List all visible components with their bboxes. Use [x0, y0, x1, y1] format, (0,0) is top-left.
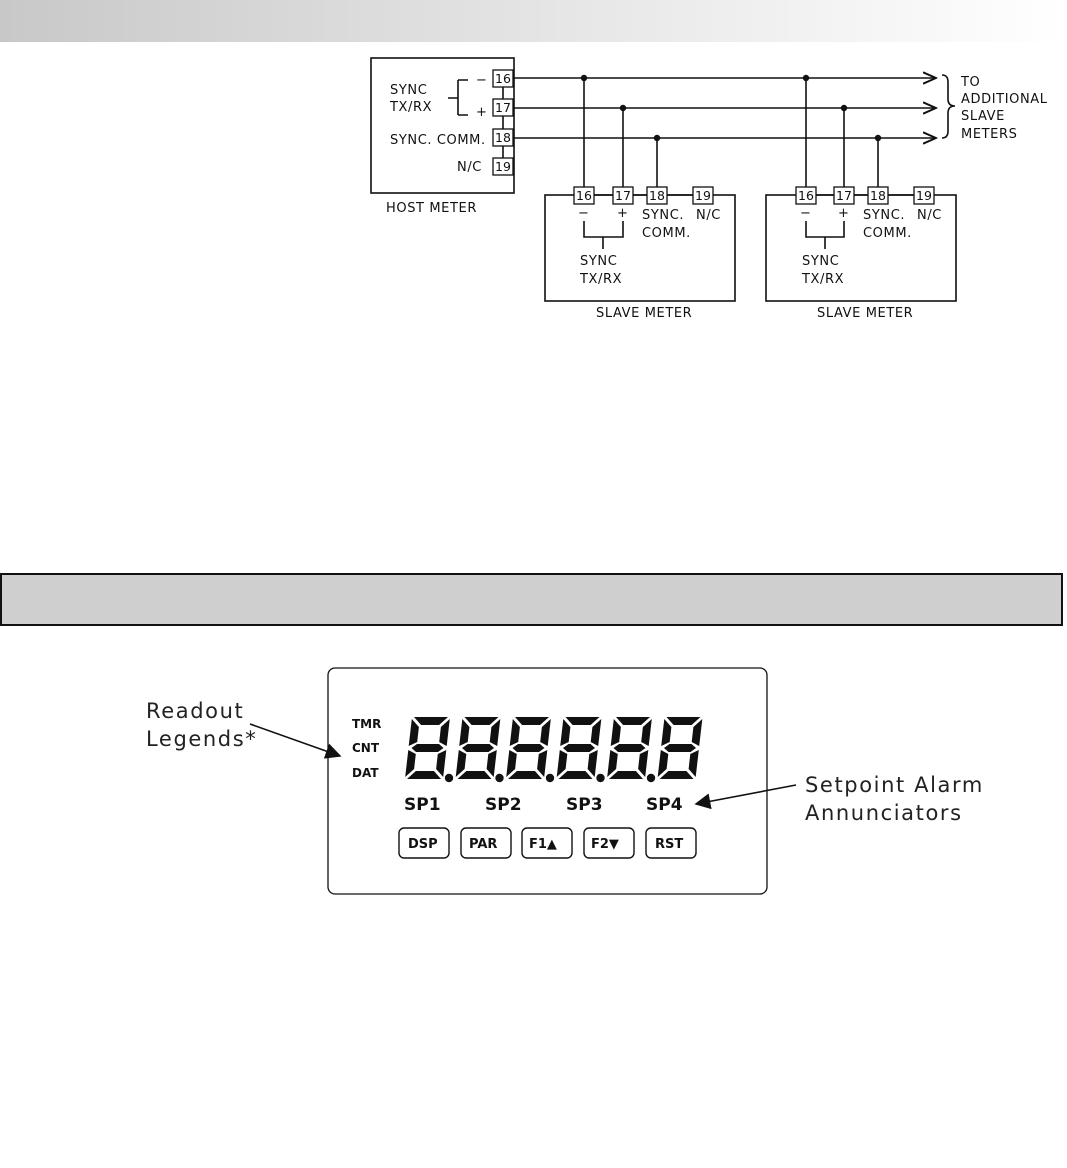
decimal-point	[647, 774, 655, 782]
annunciator-sp2: SP2	[485, 795, 522, 815]
f2-down-key-label: F2▼	[591, 837, 619, 852]
host-plus-sign: +	[476, 105, 488, 120]
slave2-nc-label: N/C	[917, 208, 942, 223]
additional-slave: SLAVE	[961, 109, 1005, 124]
segment-g	[513, 744, 545, 752]
host-terminal-17: 17	[495, 100, 511, 115]
slave2-plus: +	[838, 206, 850, 221]
additional-meters: METERS	[961, 127, 1018, 142]
host-sync-label: SYNC	[390, 83, 428, 98]
annunciator-sp4: SP4	[646, 795, 683, 815]
additional-additional: ADDITIONAL	[961, 92, 1048, 107]
dsp-key-label: DSP	[408, 837, 438, 852]
slave1-terminal-18: 18	[649, 188, 665, 203]
segment-g	[664, 744, 696, 752]
annunciator-sp1: SP1	[404, 795, 441, 815]
segment-g	[412, 744, 444, 752]
par-key[interactable]	[461, 828, 511, 858]
legend-tmr: TMR	[352, 717, 382, 731]
slave2-terminal-19: 19	[916, 188, 932, 203]
wiring-diagram	[371, 58, 1048, 321]
readout-callout-line2: Legends*	[146, 727, 258, 751]
segment-g	[563, 744, 595, 752]
slave2-terminal-18: 18	[870, 188, 886, 203]
decimal-point	[546, 774, 554, 782]
legend-cnt: CNT	[352, 741, 380, 755]
host-meter-label: HOST METER	[386, 201, 477, 216]
f1-up-key[interactable]	[522, 828, 572, 858]
slave2-txrx-label: TX/RX	[802, 272, 845, 287]
legend-dat: DAT	[352, 766, 379, 780]
host-terminal-18: 18	[495, 130, 511, 145]
slave1-meter-label: SLAVE METER	[596, 306, 693, 321]
rst-key[interactable]	[646, 828, 696, 858]
host-terminal-16: 16	[495, 71, 511, 86]
slave1-terminal-17: 17	[615, 188, 631, 203]
slave1-sync-label: SYNC.	[642, 208, 685, 223]
host-minus-sign: −	[476, 73, 488, 88]
annunciator-sp3: SP3	[566, 795, 603, 815]
readout-callout-line1: Readout	[146, 699, 245, 723]
slave1-comm-label: COMM.	[642, 226, 691, 241]
decimal-point	[495, 774, 503, 782]
slave2-comm-label: COMM.	[863, 226, 912, 241]
slave2-txrx-sync: SYNC	[802, 254, 840, 269]
slave-meter-2	[766, 187, 956, 321]
host-terminal-19: 19	[495, 159, 511, 174]
decimal-point	[596, 774, 604, 782]
slave2-meter-label: SLAVE METER	[817, 306, 914, 321]
rst-key-label: RST	[655, 837, 684, 852]
dsp-key[interactable]	[399, 828, 449, 858]
host-sync-comm-label: SYNC. COMM.	[390, 133, 486, 148]
f2-down-key[interactable]	[584, 828, 634, 858]
alarm-callout-line2: Annunciators	[805, 801, 963, 825]
segment-g	[462, 744, 494, 752]
decimal-point	[445, 774, 453, 782]
slave1-txrx-label: TX/RX	[580, 272, 623, 287]
front-panel	[146, 668, 984, 894]
slave2-sync-label: SYNC.	[863, 208, 906, 223]
host-txrx-label: TX/RX	[390, 100, 433, 115]
alarm-callout-line1: Setpoint Alarm	[805, 773, 984, 797]
slave1-minus: −	[578, 206, 590, 221]
slave2-terminal-16: 16	[798, 188, 814, 203]
slave1-nc-label: N/C	[696, 208, 721, 223]
slave-meter-1	[545, 187, 735, 321]
slave2-terminal-17: 17	[836, 188, 852, 203]
slave1-terminal-16: 16	[576, 188, 592, 203]
slave2-minus: −	[800, 206, 812, 221]
slave1-txrx-sync: SYNC	[580, 254, 618, 269]
additional-to: TO	[961, 75, 981, 90]
par-key-label: PAR	[469, 837, 498, 852]
slave1-plus: +	[617, 206, 629, 221]
f1-up-key-label: F1▲	[529, 837, 557, 852]
segment-g	[614, 744, 646, 752]
host-nc-label: N/C	[457, 160, 482, 175]
slave1-terminal-19: 19	[695, 188, 711, 203]
